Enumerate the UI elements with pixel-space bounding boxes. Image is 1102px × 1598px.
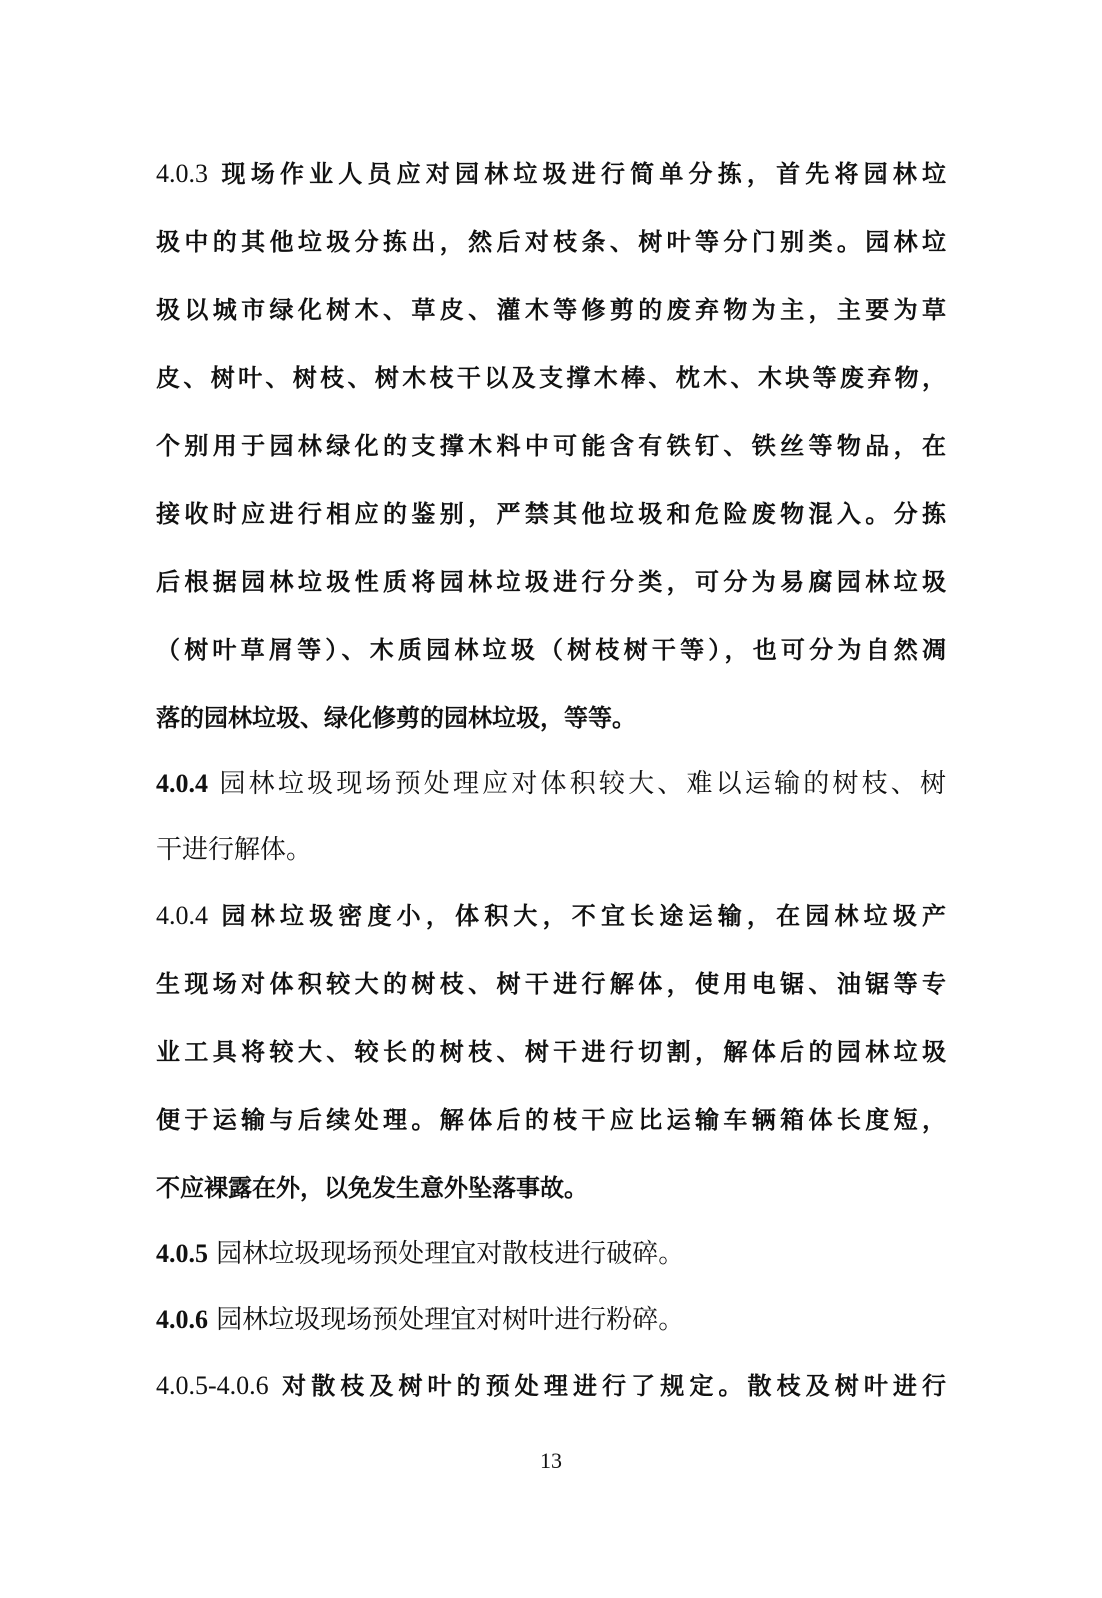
clause-line [156,766,946,802]
paragraph-line: 生现场对体积较大的树枝、树干进行解体，使用电锯、油锯等专 [156,969,946,998]
paragraph-line: 圾以城市绿化树木、草皮、灌木等修剪的废弃物为主，主要为草 [156,295,946,324]
paragraph-line: 接收时应进行相应的鉴别，严禁其他垃圾和危险废物混入。分拣 [156,499,946,528]
paragraph-line: 个别用于园林绿化的支撑木料中可能含有铁钉、铁丝等物品，在 [156,431,946,460]
clause-number: 4.0.3 [156,159,208,188]
clause-number: 4.0.5-4.0.6 [156,1371,269,1400]
paragraph-line: 便于运输与后续处理。解体后的枝干应比运输车辆箱体长度短， [156,1105,946,1134]
paragraph-line: （树叶草屑等）、木质园林垃圾（树枝树干等），也可分为自然凋 [156,635,946,664]
paragraph-line: 后根据园林垃圾性质将园林垃圾进行分类，可分为易腐园林垃圾 [156,567,946,596]
clause-number: 4.0.4 [156,769,208,798]
paragraph-line [156,1368,946,1404]
clause-number: 4.0.5 [156,1239,208,1268]
paragraph-line: 圾中的其他垃圾分拣出，然后对枝条、树叶等分门别类。园林垃 [156,227,946,256]
clause-number: 4.0.4 [156,901,208,930]
paragraph-line: 皮、树叶、树枝、树木枝干以及支撑木棒、枕木、木块等废弃物， [156,363,946,392]
paragraph-line [156,898,946,934]
paragraph-line: 不应裸露在外，以免发生意外坠落事故。 [156,1173,588,1202]
clause-line [156,1302,946,1338]
line-text: 园林垃圾现场预处理宜对散枝进行破碎。 [216,1239,685,1269]
line-text: 对散枝及树叶的预处理进行了规定。散枝及树叶进行 [282,1371,947,1400]
clause-line [156,1236,946,1272]
paragraph-line: 业工具将较大、较长的树枝、树干进行切割，解体后的园林垃圾 [156,1037,946,1066]
page-number: 13 [540,1448,562,1473]
line-text: 园林垃圾现场预处理应对体积较大、难以运输的树枝、树 [219,769,946,799]
paragraph-line: 落的园林垃圾、绿化修剪的园林垃圾，等等。 [156,703,636,732]
line-text: 园林垃圾密度小，体积大，不宜长途运输，在园林垃圾产 [221,901,946,930]
clause-line: 干进行解体。 [156,835,313,865]
line-text: 园林垃圾现场预处理宜对树叶进行粉碎。 [216,1305,685,1335]
line-text: 现场作业人员应对园林垃圾进行简单分拣，首先将园林垃 [221,159,946,188]
paragraph-line [156,156,946,192]
clause-number: 4.0.6 [156,1305,208,1334]
